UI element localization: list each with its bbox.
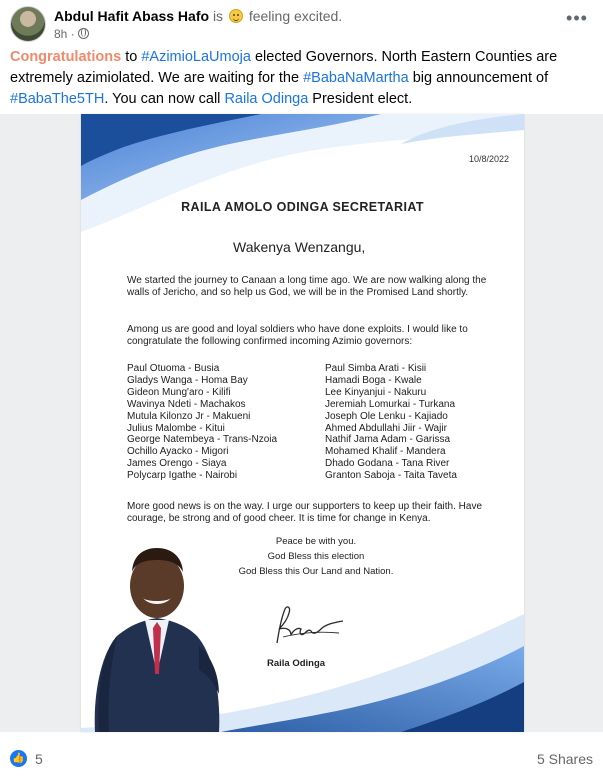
letter-paragraph-2: Among us are good and loyal soldiers who have done exploits. I would like to congratulate the following confirmed incoming Azimio governors: bbox=[127, 324, 468, 347]
portrait-figure bbox=[87, 524, 227, 732]
closing-line: Peace be with you. bbox=[275, 536, 357, 547]
letter-top-wave bbox=[81, 114, 524, 244]
post-text-segment: to bbox=[121, 49, 142, 65]
governor-item: Joseph Ole Lenku - Kajiado bbox=[325, 410, 448, 422]
governor-item: Hamadi Boga - Kwale bbox=[325, 374, 422, 386]
post-text-segment: elected Governors. North Eastern Counties are extremely azimiolated. We are waiting for the bbox=[10, 49, 558, 86]
author-line bbox=[54, 8, 342, 24]
globe-icon bbox=[78, 28, 89, 39]
letter-image bbox=[81, 114, 524, 732]
signature-image bbox=[269, 603, 347, 647]
hashtag-azimiolaumoja[interactable]: #AzimioLaUmoja bbox=[141, 49, 251, 65]
reaction-count[interactable]: 5 bbox=[35, 751, 43, 767]
shares-count[interactable]: 5 Shares bbox=[536, 751, 593, 767]
governor-item: Paul Simba Arati - Kisii bbox=[325, 363, 427, 374]
governor-item: Mohamed Khalif - Mandera bbox=[325, 446, 446, 458]
post-text-segment: big announcement of bbox=[408, 70, 549, 86]
governor-item: Nathif Jama Adam - Garissa bbox=[325, 434, 451, 446]
governor-item: Paul Otuoma - Busia bbox=[127, 363, 220, 374]
reactions-bar bbox=[10, 744, 593, 774]
governor-item: Lee Kinyanjui - Nakuru bbox=[325, 386, 427, 398]
governors-list-left bbox=[127, 363, 312, 482]
governor-item: Julius Malombe - Kitui bbox=[127, 422, 225, 434]
thumbs-up-icon[interactable]: 👍 bbox=[10, 750, 27, 767]
post-highlight-word: Congratulations bbox=[10, 49, 122, 65]
author-name[interactable]: Abdul Hafit Abass Hafo bbox=[54, 8, 210, 24]
letter-paragraph-3: More good news is on the way. I urge our supporters to keep up their faith. Have courage, be strong and of good cheer. It is time for change in Kenya. bbox=[127, 501, 483, 524]
hashtag-babanamartha[interactable]: #BabaNaMartha bbox=[303, 70, 409, 86]
mention-raila-odinga[interactable]: Raila Odinga bbox=[224, 91, 309, 107]
letter-date: 10/8/2022 bbox=[469, 154, 510, 164]
closing-line: God Bless this Our Land and Nation. bbox=[238, 566, 394, 577]
signatory-name: Raila Odinga bbox=[267, 658, 326, 669]
post-header bbox=[10, 6, 593, 42]
author-avatar[interactable] bbox=[10, 6, 46, 42]
governor-item: Ochillo Ayacko - Migori bbox=[127, 446, 229, 458]
governor-item: Mutula Kilonzo Jr - Makueni bbox=[127, 410, 251, 422]
governor-item: George Natembeya - Trans-Nzoia bbox=[127, 434, 278, 446]
governor-item: Wavinya Ndeti - Machakos bbox=[127, 398, 246, 410]
closing-line: God Bless this election bbox=[267, 551, 365, 562]
post-photo[interactable] bbox=[0, 114, 603, 732]
post-text-segment: President elect. bbox=[308, 91, 413, 107]
feeling-connector: is bbox=[212, 8, 224, 24]
post-text bbox=[10, 47, 595, 110]
feeling-text: feeling excited. bbox=[248, 8, 343, 24]
governors-list-right bbox=[325, 363, 515, 482]
letter-paragraph-1: We started the journey to Canaan a long time ago. We are now walking along the walls of Jericho, and so help us God, we will be in the Promised Land shortly. bbox=[127, 275, 487, 298]
governor-item: Dhado Godana - Tana River bbox=[325, 458, 450, 470]
letter-title: RAILA AMOLO ODINGA SECRETARIAT bbox=[181, 200, 424, 214]
post-meta: 8h · bbox=[54, 27, 89, 41]
smiling-face-icon bbox=[229, 9, 243, 23]
post-text-segment: . You can now call bbox=[104, 91, 225, 107]
governor-item: James Orengo - Siaya bbox=[127, 458, 227, 470]
governor-item: Granton Saboja - Taita Taveta bbox=[325, 470, 457, 482]
post-time[interactable]: 8h bbox=[54, 27, 68, 41]
hashtag-babathe5th[interactable]: #BabaThe5TH bbox=[10, 91, 105, 107]
governor-item: Gideon Mung'aro - Kilifi bbox=[127, 386, 231, 398]
more-options-button[interactable]: ••• bbox=[566, 8, 588, 28]
governor-item: Gladys Wanga - Homa Bay bbox=[127, 374, 248, 386]
governor-item: Jeremiah Lomurkai - Turkana bbox=[325, 398, 456, 410]
governor-item: Ahmed Abdullahi Jiir - Wajir bbox=[325, 422, 447, 434]
letter-closing bbox=[201, 534, 431, 579]
letter-salutation: Wakenya Wenzangu, bbox=[233, 239, 366, 255]
governor-item: Polycarp Igathe - Nairobi bbox=[127, 470, 238, 482]
